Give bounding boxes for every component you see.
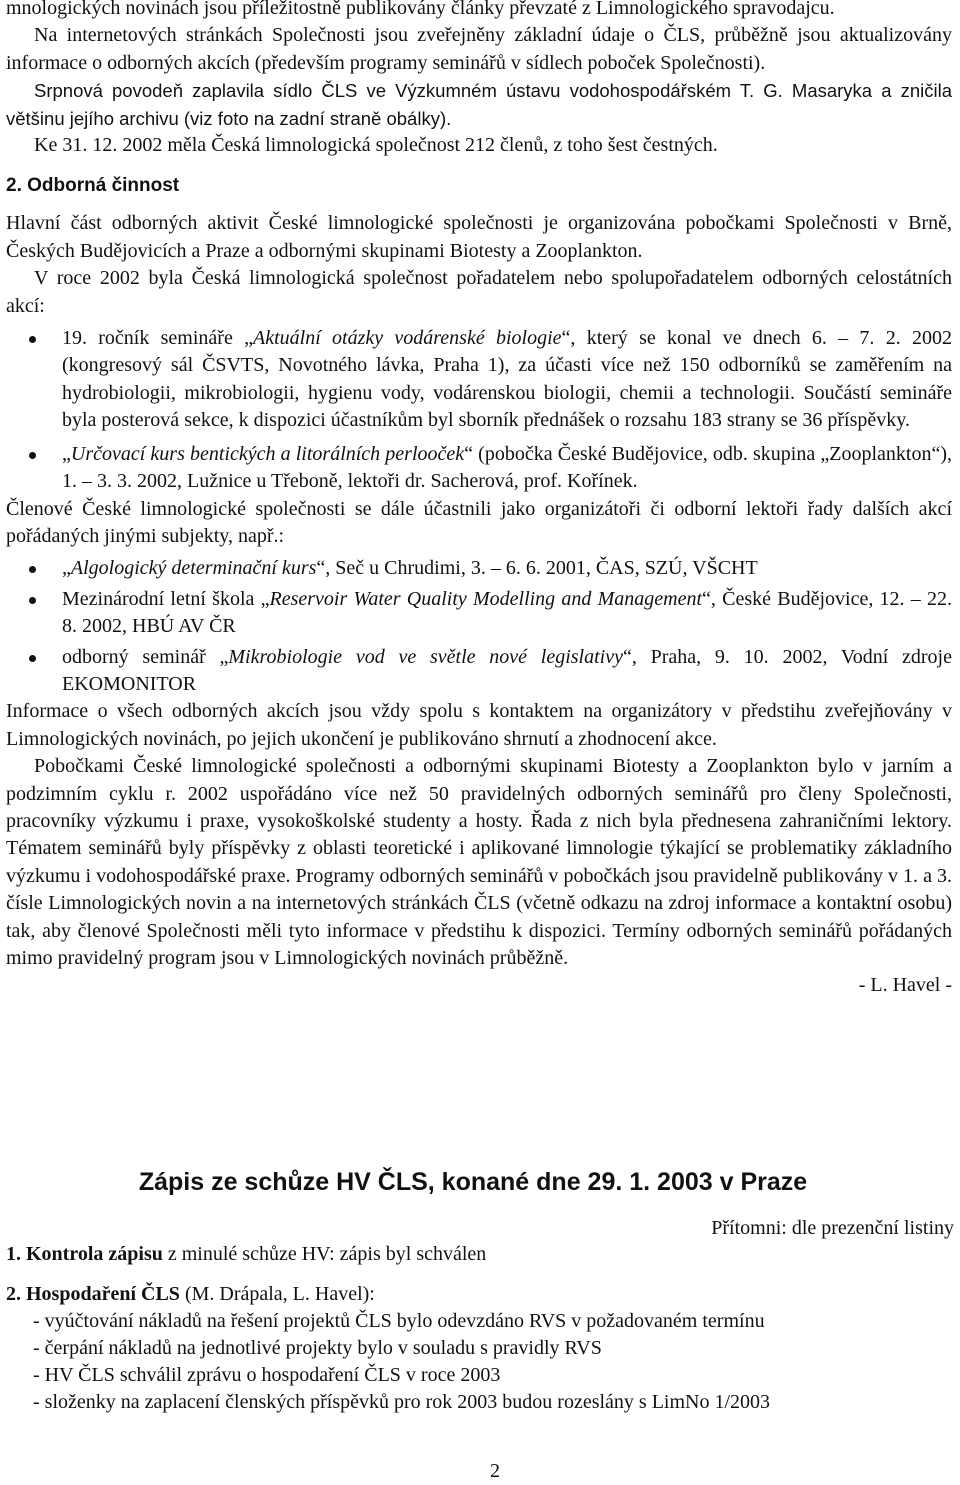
- item-heading: 2. Hospodaření ČLS: [6, 1283, 180, 1305]
- bullet-icon: [29, 336, 36, 343]
- list-item: odborný seminář „Mikrobiologie vod ve světle nové legislativy“, Praha, 9. 10. 2002, Vodní zdroje EKOMONITOR: [6, 644, 952, 699]
- list-item: „Algologický determinační kurs“, Seč u Chrudimi, 3. – 6. 6. 2001, ČAS, SZÚ, VŠCHT: [6, 555, 952, 582]
- minutes-item-2: [6, 1281, 952, 1416]
- list-item: „Určovací kurs bentických a litorálních perlooček“ (pobočka České Budějovice, odb. skupina „Zooplankton“), 1. – 3. 3. 2002, Lužnice u Třeboně, lektoři dr. Sacherová, prof. Kořínek.: [6, 441, 952, 496]
- minutes-item-1: 1. Kontrola zápisu z minulé schůze HV: zápis byl schválen: [6, 1243, 487, 1265]
- intro-paragraph-2: Na internetových stránkách Společnosti jsou zveřejněny základní údaje o ČLS, průběžně jsou aktualizovány informace o odborných akcích (především programy seminářů v sídlech poboček Společnosti).: [6, 24, 952, 74]
- attendance-note: Přítomni: dle prezenční listiny: [711, 1217, 954, 1239]
- section-paragraph-5: Pobočkami České limnologické společnosti a odbornými skupinami Biotesty a Zooplankton bylo v jarním a podzimním cyklu r. 2002 uspořádáno více než 50 pravidelných odborných seminářů pro členy Společnosti, pracovníky výzkumu i praxe, vysokoškolské studenty a hosty. Řada z nich byla přednesena zahraničními lektory. Tématem seminářů byly příspěvky z oblasti teoretické i aplikované limnologie týkající se problematiky základního výzkumu i vodohospodářské praxe. Programy odborných seminářů v pobočkách jsou pravidelně publikovány v 1. a 3. čísle Limnologických novin a na internetových stránkách ČLS (včetně odkazu na zdroj informace a kontaktní osobu) tak, aby členové Společnosti měli tyto informace v předstihu k dispozici. Termíny odborných seminářů pořádaných mimo pravidelný program jsou v Limnologických novinách průběžně.: [6, 755, 952, 969]
- event-list: [6, 325, 952, 495]
- event-title: Aktuální otázky vodárenské biologie: [252, 327, 562, 350]
- list-item: - vyúčtování nákladů na řešení projektů ČLS bylo odevzdáno RVS v požadovaném termínu: [33, 1310, 765, 1332]
- event-title: Určovací kurs bentických a litorálních perlooček: [70, 442, 465, 465]
- section-paragraph-4: Informace o všech odborných akcích jsou vždy spolu s kontaktem na organizátory v předstihu zveřejňovány v Limnologických novinách, po jejich ukončení je publikováno shrnutí a zhodnocení akce.: [6, 700, 952, 750]
- intro-paragraph-1: mnologických novinách jsou příležitostně publikovány články převzaté z Limnologického spravodajcu.: [6, 0, 835, 19]
- item-heading: 1. Kontrola zápisu: [6, 1243, 163, 1265]
- bullet-icon: [29, 597, 36, 604]
- intro-paragraph-4: Ke 31. 12. 2002 měla Česká limnologická společnost 212 členů, z toho šest čestných.: [34, 134, 718, 157]
- item-heading-line: 2. Hospodaření ČLS (M. Drápala, L. Havel):: [6, 1283, 375, 1305]
- section-paragraph-2: V roce 2002 byla Česká limnologická společnost pořadatelem nebo spolupořadatelem odborných celostátních akcí:: [6, 267, 952, 317]
- bullet-icon: [29, 566, 36, 573]
- page-number: 2: [490, 1460, 500, 1482]
- event-title: Reservoir Water Quality Modelling and Management: [269, 587, 703, 610]
- intro-paragraph-3: Srpnová povodeň zaplavila sídlo ČLS ve Výzkumném ústavu vodohospodářském T. G. Masaryka a zničila většinu jejího archivu (viz foto na zadní straně obálky).: [6, 80, 952, 129]
- author-signature: - L. Havel -: [858, 974, 952, 997]
- list-item: 19. ročník semináře „Aktuální otázky vodárenské biologie“, který se konal ve dnech 6. – 7. 2. 2002 (kongresový sál ČSVTS, Novotného lávka, Praha 1), za účasti více než 150 odborníků se zaměřením na hydrobiologii, mikrobiologii, hygienu vody, vodárenskou biologii, chemii a technologii. Součástí semináře byla posterová sekce, k dispozici účastníkům byl sborník přednášek o rozsahu 183 strany se 36 příspěvky.: [6, 325, 952, 435]
- bullet-icon: [29, 452, 36, 459]
- list-item: - HV ČLS schválil zprávu o hospodaření ČLS v roce 2003: [33, 1364, 501, 1386]
- minutes-title: Zápis ze schůze HV ČLS, konané dne 29. 1. 2003 v Praze: [138, 1168, 808, 1196]
- event-title: Algologický determinační kurs: [70, 557, 317, 580]
- list-item: - složenky na zaplacení členských příspěvků pro rok 2003 budou rozeslány s LimNo 1/2003: [33, 1391, 771, 1413]
- other-event-list: [6, 555, 952, 698]
- list-item: - čerpání nákladů na jednotlivé projekty bylo v souladu s pravidly RVS: [33, 1337, 602, 1359]
- section-paragraph-3: Členové České limnologické společnosti se dále účastnili jako organizátoři či odborní lektoři řady dalších akcí pořádaných jinými subjekty, např.:: [6, 497, 952, 547]
- section-heading: 2. Odborná činnost: [6, 175, 180, 197]
- section-paragraph-1: Hlavní část odborných aktivit České limnologické společnosti je organizována pobočkami Společnosti v Brně, Českých Budějovicích a Praze a odbornými skupinami Biotesty a Zooplankton.: [6, 212, 952, 262]
- event-title: Mikrobiologie vod ve světle nové legislativy: [228, 645, 623, 668]
- bullet-icon: [29, 655, 36, 662]
- document-page: [6, 0, 952, 999]
- list-item: Mezinárodní letní škola „Reservoir Water Quality Modelling and Management“, České Budějovice, 12. – 22. 8. 2002, HBÚ AV ČR: [6, 586, 952, 641]
